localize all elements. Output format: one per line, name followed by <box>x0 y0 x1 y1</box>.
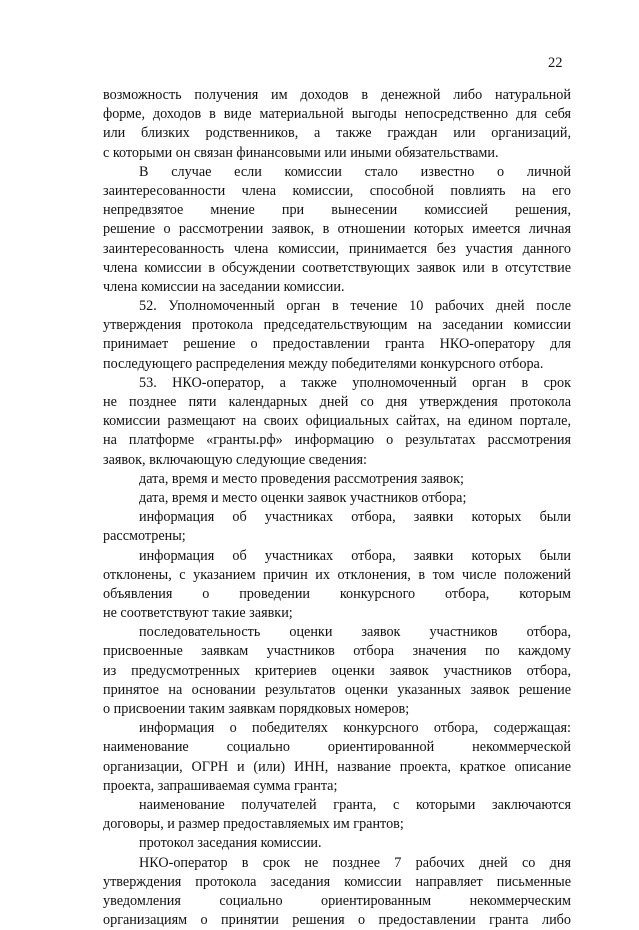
text-line: информация о победителях конкурсного отбора, содержащая: <box>139 720 571 737</box>
text-line: 52. Уполномоченный орган в течение 10 рабочих дней после <box>139 298 571 315</box>
text-line: присвоенные заявкам участников отбора значения по каждому <box>103 643 571 660</box>
text-line: члена комиссии на заседании комиссии. <box>103 278 345 295</box>
text-line: В случае если комиссии стало известно о личной <box>139 163 571 180</box>
text-line: утверждения протокола председательствующим на заседании комиссии <box>103 317 571 334</box>
text-line: дата, время и место проведения рассмотрения заявок; <box>139 470 464 487</box>
text-line: уведомления социально ориентированным некоммерческим <box>103 892 571 909</box>
text-line: комиссии размещают на своих официальных сайтах, на едином портале, <box>103 413 571 430</box>
text-line: организациям о принятии решения о предоставлении гранта либо <box>103 912 571 929</box>
text-line: последующего распределения между победителями конкурсного отбора. <box>103 355 544 372</box>
text-line: наименование социально ориентированной некоммерческой <box>103 739 571 756</box>
text-line: протокол заседания комиссии. <box>139 835 322 852</box>
text-line: отклонены, с указанием причин их отклонения, в том числе положений <box>103 566 571 583</box>
text-line: непредвзятое мнение при вынесении комиссией решения, <box>103 202 571 219</box>
text-line: последовательность оценки заявок участников отбора, <box>139 624 571 641</box>
text-line: договоры, и размер предоставляемых им грантов; <box>103 816 404 833</box>
text-line: рассмотрены; <box>103 528 186 545</box>
text-line: НКО-оператор в срок не позднее 7 рабочих дней со дня <box>139 854 571 871</box>
text-line: наименование получателей гранта, с которыми заключаются <box>139 796 571 813</box>
text-line: форме, доходов в виде материальной выгоды непосредственно для себя <box>103 106 571 123</box>
text-line: или близких родственников, а также граждан или организаций, <box>103 125 571 142</box>
text-line: решение о рассмотрении заявок, в отношении которых имеется личная <box>103 221 571 238</box>
text-line: не позднее пяти календарных дней со дня утверждения протокола <box>103 394 571 410</box>
text-line: дата, время и место оценки заявок участников отбора; <box>139 489 467 506</box>
document-body <box>103 86 571 930</box>
text-line: 53. НКО-оператор, а также уполномоченный орган в срок <box>139 374 571 391</box>
text-line: не соответствуют такие заявки; <box>103 605 293 622</box>
text-line: организации, ОГРН и (или) ИНН, название проекта, краткое описание <box>103 758 571 775</box>
text-line: принимает решение о предоставлении гранта НКО-оператору для <box>103 336 571 353</box>
text-line: заинтересованности члена комиссии, способной повлиять на его <box>103 182 571 199</box>
text-line: на платформе «гранты.рф» информацию о результатах рассмотрения <box>103 432 571 449</box>
text-line: информация об участниках отбора, заявки которых были <box>139 547 571 564</box>
text-line: заинтересованность члена комиссии, принимается без участия данного <box>103 240 571 257</box>
text-line: возможность получения им доходов в денежной либо натуральной <box>103 87 571 103</box>
page-number: 22 <box>548 55 563 71</box>
text-line: с которыми он связан финансовыми или иными обязательствами. <box>103 144 499 161</box>
text-line: принятое на основании результатов оценки указанных заявок решение <box>103 681 571 698</box>
text-line: заявок, включающую следующие сведения: <box>103 451 367 468</box>
text-line: утверждения протокола заседания комиссии направляет письменные <box>103 873 571 890</box>
text-line: информация об участниках отбора, заявки которых были <box>139 509 571 526</box>
text-line: члена комиссии в обсуждении соответствующих заявок или в отсутствие <box>103 259 571 276</box>
text-line: о присвоении таким заявкам порядковых номеров; <box>103 701 410 717</box>
text-line: проекта, запрашиваемая сумма гранта; <box>103 777 338 794</box>
text-line: объявления о проведении конкурсного отбора, которым <box>103 585 571 602</box>
text-line: из предусмотренных критериев оценки заявок участников отбора, <box>103 662 571 679</box>
